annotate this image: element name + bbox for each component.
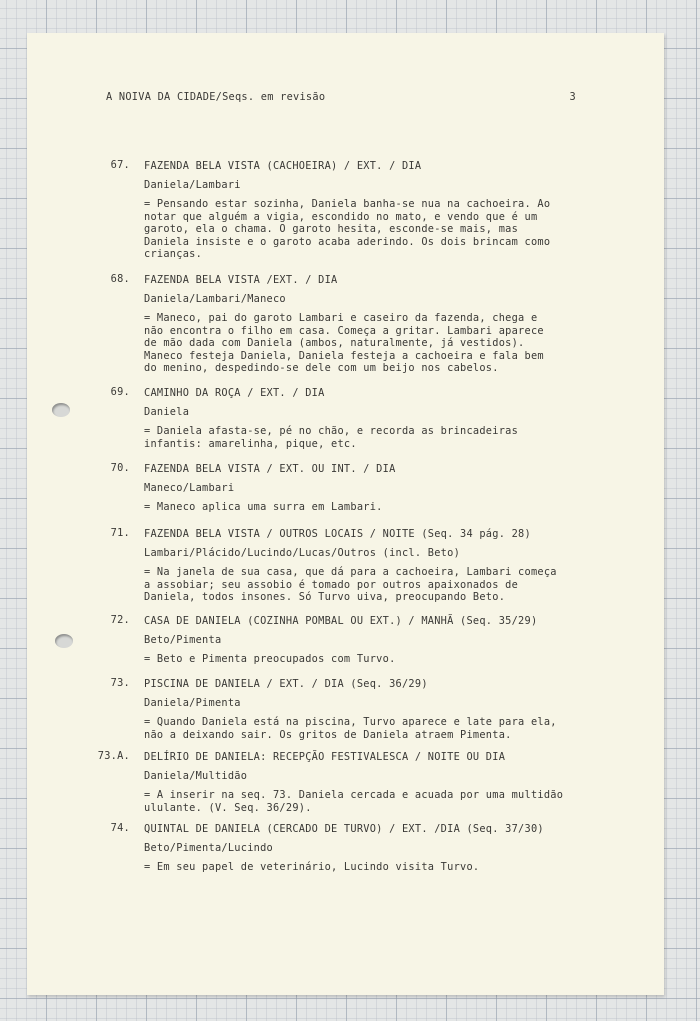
scene-characters: Beto/Pimenta xyxy=(144,634,222,646)
scene-heading: FAZENDA BELA VISTA /EXT. / DIA xyxy=(144,274,338,286)
scene-70 xyxy=(88,462,616,514)
scene-heading: DELÍRIO DE DANIELA: RECEPÇÃO FESTIVALESCA / NOITE OU DIA xyxy=(144,751,506,763)
scene-description: = Em seu papel de veterinário, Lucindo visita Turvo. xyxy=(144,861,480,873)
scene-description: = Na janela de sua casa, que dá para a cachoeira, Lambari começa a assobiar; seu assobio é tomado por outros apaixonados de Daniela, todos insones. Só Turvo uiva, preocupando Beto. xyxy=(144,566,557,604)
scene-number: 73.A. xyxy=(97,750,130,762)
scene-characters: Daniela/Lambari/Maneco xyxy=(144,293,286,305)
scene-number: 68. xyxy=(110,273,130,285)
scene-number: 74. xyxy=(110,822,130,834)
scene-heading: CAMINHO DA ROÇA / EXT. / DIA xyxy=(144,387,325,399)
scene-characters: Beto/Pimenta/Lucindo xyxy=(144,842,273,854)
document-title: A NOIVA DA CIDADE/Seqs. em revisão xyxy=(106,91,326,103)
scene-characters: Lambari/Plácido/Lucindo/Lucas/Outros (incl. Beto) xyxy=(144,547,461,559)
scene-number: 70. xyxy=(110,462,130,474)
scene-73a xyxy=(88,750,616,814)
scene-heading: FAZENDA BELA VISTA / OUTROS LOCAIS / NOITE (Seq. 34 pág. 28) xyxy=(144,528,531,540)
scene-heading: CASA DE DANIELA (COZINHA POMBAL OU EXT.) / MANHÃ (Seq. 35/29) xyxy=(144,615,538,627)
scene-heading: QUINTAL DE DANIELA (CERCADO DE TURVO) / EXT. /DIA (Seq. 37/30) xyxy=(144,823,544,835)
scene-description: = Pensando estar sozinha, Daniela banha-se nua na cachoeira. Ao notar que alguém a vigia, escondido no mato, e vendo que é um garoto, ela o chama. O garoto hesita, esconde-se mais, mas Daniela insiste e o garoto acaba aderindo. Os dois brincam como crianças. xyxy=(144,198,551,261)
scene-description: = Quando Daniela está na piscina, Turvo aparece e late para ela, não a deixando sair. Os gritos de Daniela atraem Pimenta. xyxy=(144,716,557,741)
scene-69 xyxy=(88,386,616,450)
page-number: 3 xyxy=(569,91,576,103)
punch-hole-bottom xyxy=(55,634,73,648)
scene-description: = Beto e Pimenta preocupados com Turvo. xyxy=(144,653,396,665)
scene-number: 69. xyxy=(110,386,130,398)
scene-description: = Maneco, pai do garoto Lambari e caseiro da fazenda, chega e não encontra o filho em casa. Começa a gritar. Lambari aparece de mão dada com Daniela (ambos, naturalmente, já vestidos). Maneco festeja Daniela, Daniela festeja a cachoeira e fala bem do menino, despedindo-se dele com um beijo nos cabelos. xyxy=(144,312,544,375)
scene-68 xyxy=(88,273,616,375)
scene-description: = A inserir na seq. 73. Daniela cercada e acuada por uma multidão ululante. (V. Seq. 36/29). xyxy=(144,789,564,814)
scene-number: 71. xyxy=(110,527,130,539)
scene-characters: Daniela/Lambari xyxy=(144,179,241,191)
scene-73 xyxy=(88,677,616,741)
scene-72 xyxy=(88,614,616,666)
scene-74 xyxy=(88,822,616,874)
scene-number: 73. xyxy=(110,677,130,689)
punch-hole-top xyxy=(52,403,70,417)
scene-number: 67. xyxy=(110,159,130,171)
scene-71 xyxy=(88,527,616,604)
scene-characters: Daniela xyxy=(144,406,190,418)
scene-heading: FAZENDA BELA VISTA (CACHOEIRA) / EXT. / DIA xyxy=(144,160,422,172)
scene-heading: FAZENDA BELA VISTA / EXT. OU INT. / DIA xyxy=(144,463,396,475)
scene-characters: Daniela/Multidão xyxy=(144,770,248,782)
scene-heading: PISCINA DE DANIELA / EXT. / DIA (Seq. 36/29) xyxy=(144,678,428,690)
scene-characters: Maneco/Lambari xyxy=(144,482,235,494)
scene-description: = Daniela afasta-se, pé no chão, e recorda as brincadeiras infantis: amarelinha, pique, etc. xyxy=(144,425,519,450)
scene-number: 72. xyxy=(110,614,130,626)
scene-67 xyxy=(88,159,616,261)
scene-description: = Maneco aplica uma surra em Lambari. xyxy=(144,501,383,513)
scene-characters: Daniela/Pimenta xyxy=(144,697,241,709)
